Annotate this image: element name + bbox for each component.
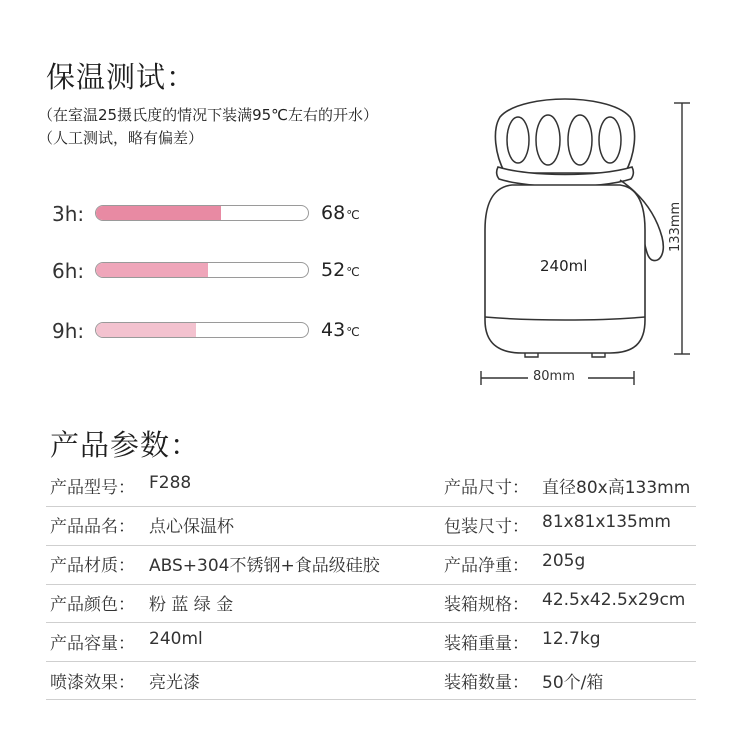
row-divider	[46, 661, 696, 662]
neck-ring	[497, 167, 634, 187]
param-key: 包装尺寸：	[444, 517, 529, 537]
temperature-unit-9h: ℃	[346, 325, 360, 339]
level-label-6h: 6h:	[52, 259, 85, 283]
param-key: 装箱重量：	[444, 634, 529, 654]
test-disclaimer-note: （人工测试，略有偏差）	[38, 129, 204, 147]
row-divider	[46, 506, 696, 507]
param-key: 装箱数量：	[444, 673, 529, 693]
lid-scallop	[568, 115, 592, 165]
progress-fill-9h	[96, 323, 196, 337]
param-value: 81x81x135mm	[542, 512, 671, 532]
param-value: 点心保温杯	[149, 517, 234, 537]
params-title: 产品参数：	[50, 428, 201, 462]
param-key: 产品颜色：	[50, 595, 135, 615]
row-divider	[46, 545, 696, 546]
param-value: 42.5x42.5x29cm	[542, 590, 686, 610]
temperature-9h	[321, 319, 360, 341]
param-value: 12.7kg	[542, 629, 601, 649]
temperature-unit-3h: ℃	[346, 208, 360, 222]
height-label: 133mm	[668, 201, 683, 252]
row-divider	[46, 584, 696, 585]
param-key: 产品材质：	[50, 556, 135, 576]
level-label-3h: 3h:	[52, 202, 85, 226]
width-label: 80mm	[533, 369, 575, 384]
progress-bar-3h	[95, 205, 309, 221]
param-value: 粉 蓝 绿 金	[149, 595, 234, 615]
param-value: 50个/箱	[542, 673, 604, 693]
temperature-6h	[321, 259, 360, 281]
temperature-value-6h: 52	[321, 259, 346, 281]
capacity-label: 240ml	[540, 257, 588, 275]
test-condition-note: （在室温25摄氏度的情况下装满95℃左右的开水）	[38, 106, 379, 124]
param-key: 产品容量：	[50, 634, 135, 654]
lid-scallop	[599, 117, 621, 163]
progress-bar-9h	[95, 322, 309, 338]
param-key: 产品型号：	[50, 478, 135, 498]
param-value: 240ml	[149, 629, 203, 649]
param-value: 亮光漆	[149, 673, 200, 693]
param-value: 直径80x高133mm	[542, 478, 691, 498]
param-key: 产品品名：	[50, 517, 135, 537]
progress-bar-6h	[95, 262, 309, 278]
row-divider	[46, 622, 696, 623]
param-key: 产品尺寸：	[444, 478, 529, 498]
param-key: 装箱规格：	[444, 595, 529, 615]
temperature-3h	[321, 202, 360, 224]
lid-scallop	[507, 117, 529, 163]
row-divider	[46, 699, 696, 700]
thermos-drawing	[470, 95, 700, 395]
level-label-9h: 9h:	[52, 319, 85, 343]
param-key: 产品净重：	[444, 556, 529, 576]
progress-fill-6h	[96, 263, 208, 277]
temperature-value-9h: 43	[321, 319, 346, 341]
temperature-value-3h: 68	[321, 202, 346, 224]
lid-scallop	[536, 115, 560, 165]
progress-fill-3h	[96, 206, 221, 220]
insulation-title: 保温测试：	[46, 60, 197, 94]
param-value: 205g	[542, 551, 586, 571]
temperature-unit-6h: ℃	[346, 265, 360, 279]
param-key: 喷漆效果：	[50, 673, 135, 693]
param-value: ABS+304不锈钢+食品级硅胶	[149, 556, 380, 576]
param-value: F288	[149, 473, 192, 493]
